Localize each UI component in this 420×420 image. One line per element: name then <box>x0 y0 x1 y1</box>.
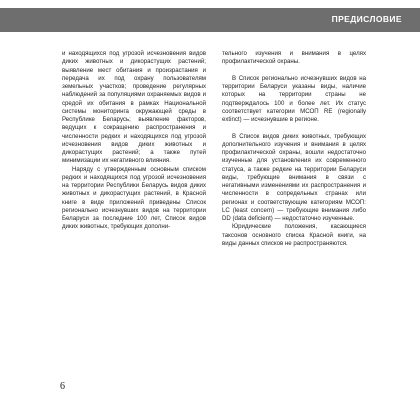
right-text-column <box>222 50 366 248</box>
body-paragraph: В Список видов диких животных, требующих дополнительного изучения и внимания в целях профилактической охраны, вошли недостаточно изученные для установления их современного статуса, а также редкие на территории Беларуси виды, требующие внимания в связи с негативными изменениями их распространения и численности в сопредельных странах или регионах и соответствующие категориям МСОП: LC (least concern) — требующие внимания либо DD (data deficient) — недостаточно изученные. <box>222 132 366 222</box>
body-paragraph: Юридические положения, касающиеся таксонов основного списка Красной книги, на виды данных списков не распространяются. <box>222 223 366 247</box>
section-title: ПРЕДИСЛОВИЕ <box>331 14 402 24</box>
body-paragraph: В Список регионально исчезнувших видов на территории Беларуси указаны виды, наличие которых на территории страны не подтверждалось 100 и более лет. Их статус соответствует категории МСОП RE (regionally extinct) — исчезнувшие в регионе. <box>222 74 366 123</box>
page-number: 6 <box>60 381 65 392</box>
body-paragraph: Наряду с утвержденным основным списком редких и находящихся под угрозой исчезновения на территории Республики Беларусь видов диких животных и дикорастущих растений, в Красной книге в виде приложений приведены Список регионально исчезнувших видов на территории Беларуси за последние 100 лет, Список видов диких животных, требующих дополни- <box>62 165 206 231</box>
section-header-bar <box>0 8 420 32</box>
left-text-column <box>62 50 206 232</box>
body-paragraph: тельного изучения и внимания в целях профилактической охраны. <box>222 50 366 66</box>
body-paragraph: и находящихся под угрозой исчезновения видов диких животных и дикорастущих растений; выявление мест обитания и произрастания и передача их под охрану пользователям земельных участков; проведение регулярных наблюдений за популяциями охраняемых видов и средой их обитания в рамках Национальной системы мониторинга окружающей среды в Республике Беларусь; выявление факторов, ведущих к сокращению распространения и численности редких и находящихся под угрозой исчезновения видов диких животных и дикорастущих растений; а также путей минимизации их негативного влияния. <box>62 50 206 165</box>
